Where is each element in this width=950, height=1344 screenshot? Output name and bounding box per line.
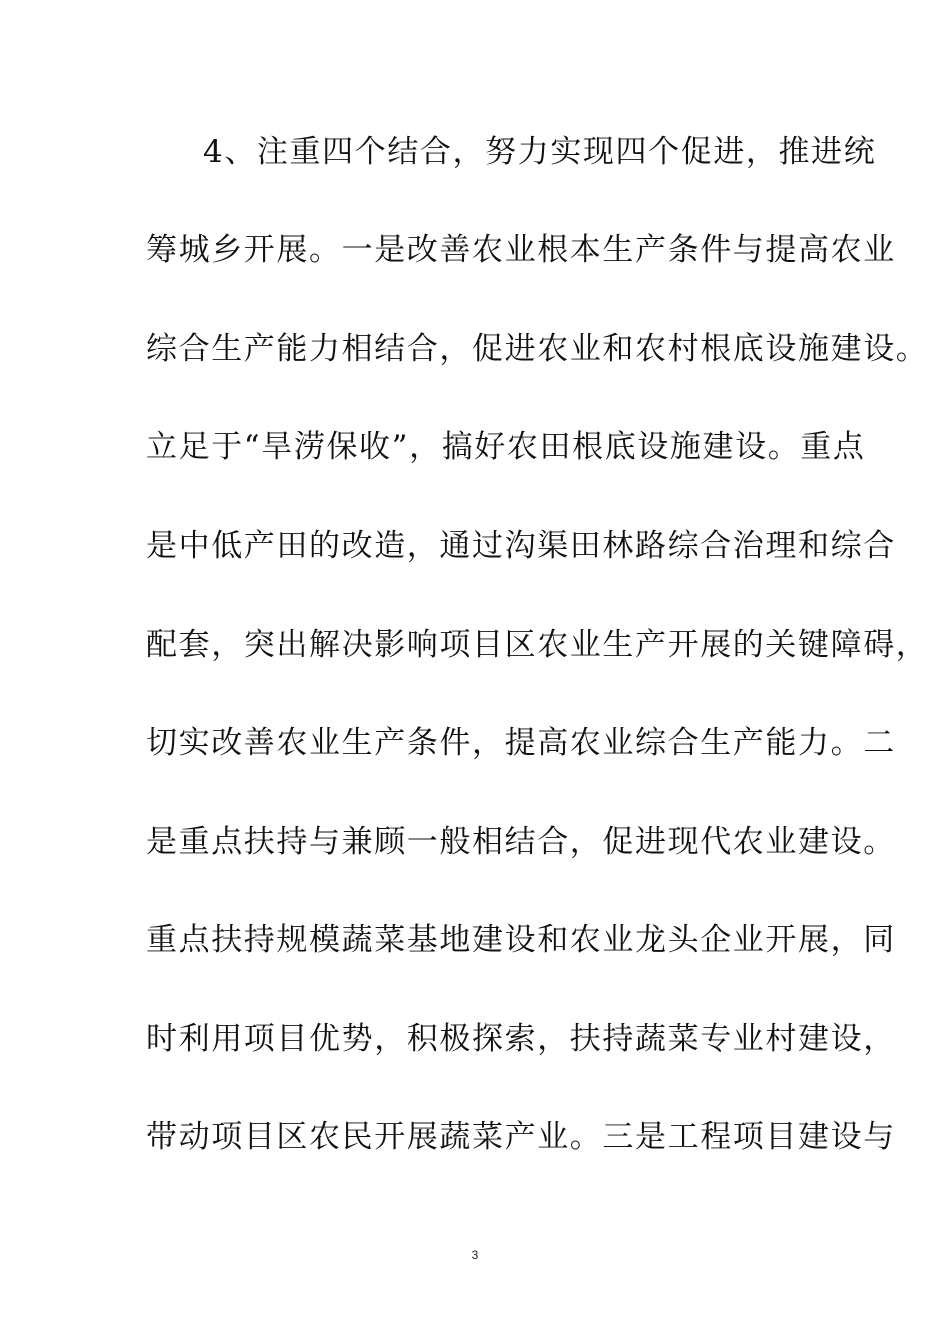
body-text-line: 4、注重四个结合，努力实现四个促进，推进统	[203, 134, 877, 170]
body-text-line: 带动项目区农民开展蔬菜产业。三是工程项目建设与	[146, 1119, 896, 1155]
body-text-line: 是中低产田的改造，通过沟渠田林路综合治理和综合	[146, 528, 896, 564]
body-text-line: 立足于“旱涝保收”，搞好农田根底设施建设。重点	[146, 429, 866, 465]
body-text-line: 时利用项目优势，积极探索，扶持蔬菜专业村建设，	[146, 1021, 896, 1057]
body-text-line: 综合生产能力相结合，促进农业和农村根底设施建设。	[146, 331, 929, 367]
body-text-line: 筹城乡开展。一是改善农业根本生产条件与提高农业	[146, 232, 896, 268]
page-number: 3	[471, 1248, 479, 1262]
body-text-line: 是重点扶持与兼顾一般相结合，促进现代农业建设。	[146, 824, 896, 860]
body-text-line: 切实改善农业生产条件，提高农业综合生产能力。二	[146, 725, 896, 761]
body-text-line: 配套，突出解决影响项目区农业生产开展的关键障碍，	[146, 627, 929, 663]
body-text-line: 重点扶持规模蔬菜基地建设和农业龙头企业开展，同	[146, 922, 896, 958]
